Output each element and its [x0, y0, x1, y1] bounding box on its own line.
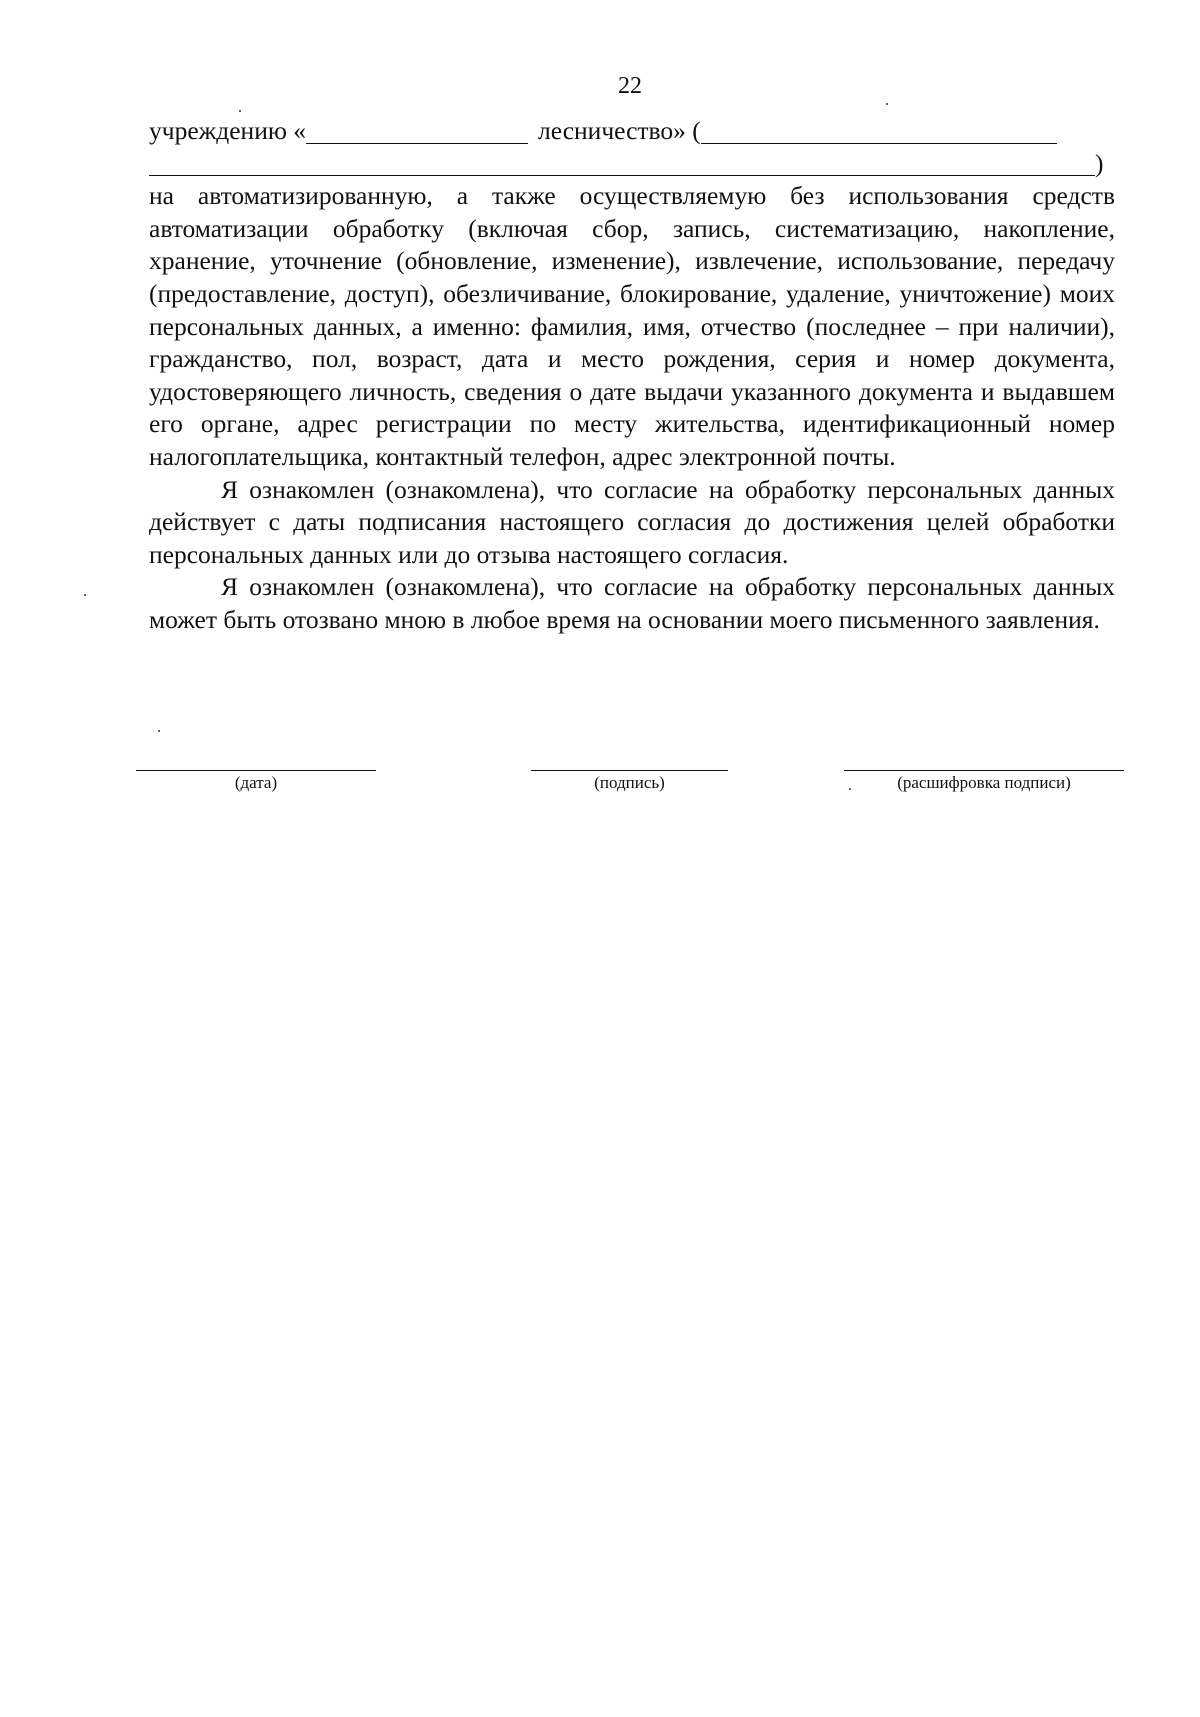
institution-prefix: учреждению «: [149, 116, 307, 145]
date-label: (дата): [234, 773, 278, 792]
signature-decoding-label: (расшифровка подписи): [897, 773, 1071, 792]
closing-parenthesis: ): [1095, 148, 1104, 178]
scan-speck: [84, 594, 86, 596]
date-field[interactable]: [136, 770, 376, 793]
consent-body: [149, 115, 1115, 637]
scan-speck: [239, 110, 241, 112]
signature-decoding-field[interactable]: [844, 770, 1124, 793]
scan-speck: [849, 788, 851, 790]
consent-revocation-paragraph: Я ознакомлен (ознакомлена), что согласие на обработку персональных данных может быть отозвано мною в любое время на основании моего письменного заявления.: [149, 572, 1115, 634]
details-continuation-line: [149, 148, 1115, 181]
consent-scope-paragraph: на автоматизированную, а также осуществляемую без использования средств автоматизации обработку (включая сбор, запись, систематизацию, накопление, хранение, уточнение (обновление, изменение), извлечение, использование, передачу (предоставление, доступ), обезличивание, блокирование, удаление, уничтожение) моих персональных данных, а именно: фамилия, имя, отчество (последнее – при наличии), гражданство, пол, возраст, дата и место рождения, серия и номер документа, удостоверяющего личность, сведения о дате выдачи указанного документа и выдавшем его органе, адрес регистрации по месту жительства, идентификационный номер налогоплательщика, контактный телефон, адрес электронной почты.: [149, 181, 1115, 471]
page-number: 22: [618, 73, 642, 99]
consent-validity-paragraph: Я ознакомлен (ознакомлена), что согласие на обработку персональных данных действует с даты подписания настоящего согласия до достижения целей обработки персональных данных или до отзыва настоящего согласия.: [149, 474, 1115, 569]
forestry-name-blank[interactable]: [306, 119, 528, 144]
details-continuation-blank[interactable]: [149, 151, 1095, 176]
signature-label: (подпись): [594, 773, 665, 792]
scan-speck: [886, 103, 888, 105]
signature-row: [0, 770, 1200, 810]
signature-field[interactable]: [531, 770, 728, 793]
scan-speck: [158, 730, 160, 732]
forestry-suffix: лесничество» (: [538, 116, 701, 145]
institution-line: [149, 115, 1115, 148]
forestry-details-blank[interactable]: [701, 119, 1057, 144]
